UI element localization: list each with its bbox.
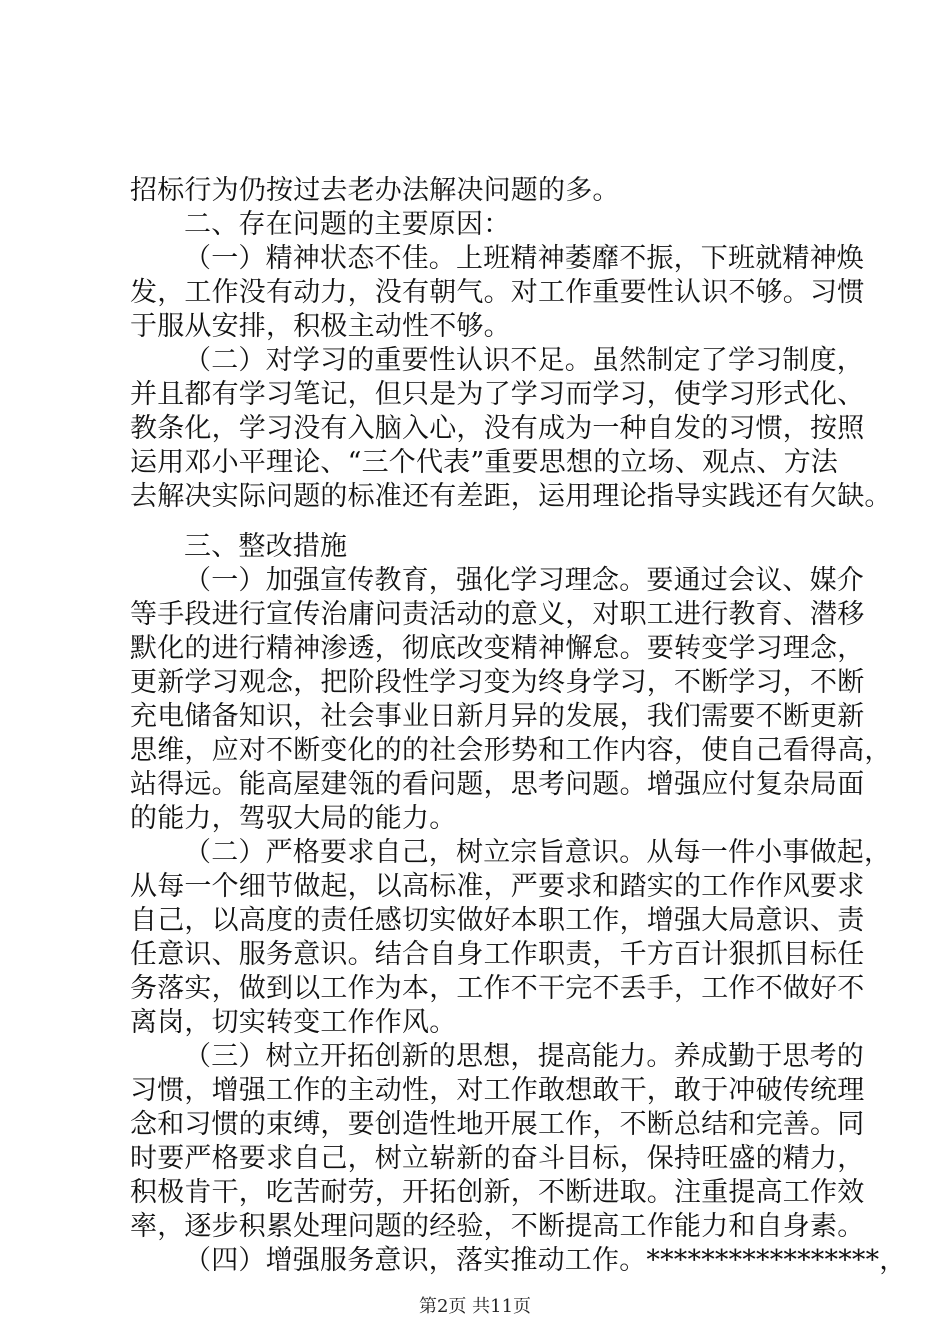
text-line: 招标行为仍按过去老办法解决问题的多。 xyxy=(130,175,620,206)
text-line: 教条化，学习没有入脑入心，没有成为一种自发的习惯，按照 xyxy=(130,413,865,444)
section-heading: 二、存在问题的主要原因： xyxy=(184,209,511,240)
text-line: 时要严格要求自己，树立崭新的奋斗目标，保持旺盛的精力， xyxy=(130,1143,865,1174)
text-line: 更新学习观念，把阶段性学习变为终身学习，不断学习，不断 xyxy=(130,667,865,698)
text-line: （四）增强服务意识，落实推动工作。*****************， xyxy=(184,1245,907,1276)
text-line: （一）精神状态不佳。上班精神萎靡不振，下班就精神焕 xyxy=(184,243,864,274)
section-heading: 三、整改措施 xyxy=(184,531,348,562)
text-line: （一）加强宣传教育，强化学习理念。要通过会议、媒介 xyxy=(184,565,864,596)
text-line: 运用邓小平理论、“三个代表”重要思想的立场、观点、方法 xyxy=(130,447,839,478)
text-line: 务落实，做到以工作为本，工作不干完不丢手，工作不做好不 xyxy=(130,973,865,1004)
text-line: 念和习惯的束缚，要创造性地开展工作，不断总结和完善。同 xyxy=(130,1109,865,1140)
text-line: 充电储备知识，社会事业日新月异的发展，我们需要不断更新 xyxy=(130,701,865,732)
text-line: 率，逐步积累处理问题的经验，不断提高工作能力和自身素。 xyxy=(130,1211,865,1242)
text-line: 思维，应对不断变化的的社会形势和工作内容，使自己看得高， xyxy=(130,735,892,766)
text-line: 并且都有学习笔记，但只是为了学习而学习，使学习形式化、 xyxy=(130,379,865,410)
text-line: （二）严格要求自己，树立宗旨意识。从每一件小事做起， xyxy=(184,837,892,868)
text-line: 积极肯干，吃苦耐劳，开拓创新，不断进取。注重提高工作效 xyxy=(130,1177,865,1208)
text-line: 任意识、服务意识。结合自身工作职责，千方百计狠抓目标任 xyxy=(130,939,865,970)
text-line: 自己，以高度的责任感切实做好本职工作，增强大局意识、责 xyxy=(130,905,865,936)
text-line: 于服从安排，积极主动性不够。 xyxy=(130,311,511,342)
text-line: 的能力，驾驭大局的能力。 xyxy=(130,803,457,834)
text-line: 从每一个细节做起，以高标准，严要求和踏实的工作作风要求 xyxy=(130,871,865,902)
text-line: 习惯，增强工作的主动性，对工作敢想敢干，敢于冲破传统理 xyxy=(130,1075,865,1106)
text-line: 站得远。能高屋建瓴的看问题，思考问题。增强应付复杂局面 xyxy=(130,769,865,800)
text-line: 离岗，切实转变工作作风。 xyxy=(130,1007,457,1038)
text-line: 发，工作没有动力，没有朝气。对工作重要性认识不够。习惯 xyxy=(130,277,865,308)
text-line: （二）对学习的重要性认识不足。虽然制定了学习制度， xyxy=(184,345,864,376)
page-number: 第2页 共11页 xyxy=(418,1296,532,1317)
text-line: （三）树立开拓创新的思想，提高能力。养成勤于思考的 xyxy=(184,1041,864,1072)
text-line: 默化的进行精神渗透，彻底改变精神懈怠。要转变学习理念， xyxy=(130,633,865,664)
text-line: 去解决实际问题的标准还有差距，运用理论指导实践还有欠缺。 xyxy=(130,481,892,512)
text-line: 等手段进行宣传治庸问责活动的意义，对职工进行教育、潜移 xyxy=(130,599,865,630)
